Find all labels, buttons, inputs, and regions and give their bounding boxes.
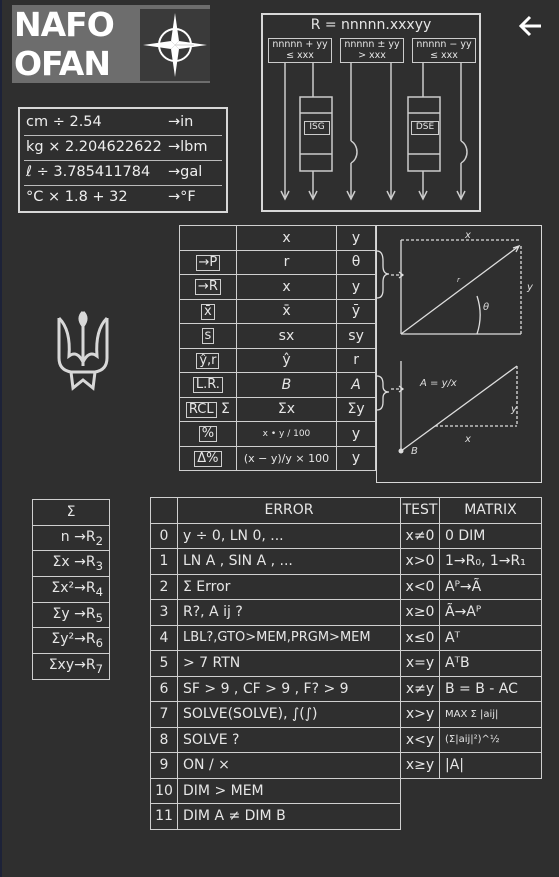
key-label: % [199,426,217,442]
conversion-row [26,161,220,185]
key-cell [180,275,237,300]
key-cell [180,250,237,275]
nafo-ofan-logo [12,5,210,83]
key-label: Δ% [194,451,221,467]
matrix-text: Ã→Aᴾ [440,600,542,626]
table-row [33,577,110,603]
case-text: ≤ xxx [286,50,314,61]
y-cell: y [337,446,376,471]
nato-star-icon [140,9,210,81]
conversion-expr: °C × 1.8 + 32 [26,189,128,205]
error-number: 2 [151,574,178,600]
error-number: 7 [151,702,178,728]
error-text: y ÷ 0, LN 0, ... [178,523,401,549]
x-cell: r [236,250,336,275]
error-number: 3 [151,600,178,626]
coord-diagrams [376,225,542,483]
matrix-text: (Σ|aij|²)^½ [440,727,542,753]
conversion-row [26,136,220,160]
table-row [180,348,376,373]
key-label: →P [196,255,221,271]
error-number: 8 [151,727,178,753]
test-text: x<0 [401,574,440,600]
table-row [33,654,110,680]
empty-cell [401,804,440,830]
sigma-label: Σx →R [52,554,96,571]
error-text: LN A , SIN A , ... [178,549,401,575]
case-text: > xxx [358,50,386,61]
error-text: R?, A ij ? [178,600,401,626]
y-cell: ȳ [337,299,376,324]
x-cell: Σx [236,397,336,422]
lr-y-label: y [511,404,517,415]
register-number: 5 [95,610,103,625]
test-text: x≠0 [401,523,440,549]
key-cell [180,324,237,349]
x-cell: x̄ [236,299,336,324]
logo-line-1: NAFO [14,5,114,44]
y-cell: y [337,422,376,447]
test-text: x=y [401,651,440,677]
case-text: nnnnn − yy [416,39,472,50]
polar-r-label: r [457,276,460,284]
key-cell [180,422,237,447]
error-number: 0 [151,523,178,549]
register-number: 7 [95,661,103,676]
sigma-label: Σy →R [52,605,96,622]
table-header: y [337,226,376,251]
error-text: > 7 RTN [178,651,401,677]
x-cell: x [236,275,336,300]
rounding-case-1 [268,38,332,63]
error-text: LBL?,GTO>MEM,PRGM>MEM [178,625,401,651]
test-text: x≥0 [401,600,440,626]
key-cell [180,446,237,471]
sigma-label: n →R [60,528,96,545]
x-cell: sx [236,324,336,349]
table-header: Σ [33,500,110,526]
sigma-label: Σy²→R [51,631,96,648]
error-number: 6 [151,676,178,702]
table-header-row [180,226,376,251]
error-text: DIM A ≠ DIM B [178,804,401,830]
table-row [180,275,376,300]
table-row [151,778,542,804]
table-row [180,397,376,422]
error-text: ON / × [178,753,401,779]
case-text: nnnnn + yy [272,39,328,50]
error-text: SOLVE(SOLVE), ∫(∫) [178,702,401,728]
test-text: x≤0 [401,625,440,651]
y-cell: A [337,373,376,398]
key-cell [180,397,237,422]
table-header: ERROR [178,498,401,524]
error-number: 11 [151,804,178,830]
error-number: 9 [151,753,178,779]
rounding-diagram [261,13,481,212]
conversion-expr: ℓ ÷ 3.785411784 [26,164,151,180]
key-cell [180,299,237,324]
conversion-expr: kg × 2.204622622 [26,139,162,155]
table-row [180,446,376,471]
key-label: s [202,328,215,344]
table-row [151,651,542,677]
x-cell: B [236,373,336,398]
register-number: 3 [95,559,103,574]
error-text: SF > 9 , CF > 9 , F? > 9 [178,676,401,702]
sigma-label: Σxy→R [48,657,96,674]
table-row [33,525,110,551]
table-row [151,676,542,702]
sigma-cell [33,551,110,577]
polar-x-label: x [465,230,471,241]
polar-theta-label: θ [483,302,490,313]
empty-cell [401,778,440,804]
table-row [180,324,376,349]
ukraine-trident-icon [55,308,111,394]
error-number: 1 [151,549,178,575]
key-cell [180,373,237,398]
table-row [151,753,542,779]
conversion-expr: cm ÷ 2.54 [26,114,102,130]
y-cell: Σy [337,397,376,422]
x-cell: (x − y)/y × 100 [236,446,336,471]
table-row [151,702,542,728]
table-row [33,551,110,577]
conversion-target: →in [168,114,194,130]
rounding-case-3 [412,38,476,63]
coord-diagram-svg [377,226,540,481]
table-row [151,804,542,830]
logo-line-2: OFAN [14,44,110,83]
matrix-text: Aᵀ [440,625,542,651]
table-header [180,226,237,251]
sigma-label: Σx²→R [51,580,96,596]
y-cell: θ [337,250,376,275]
back-arrow-icon[interactable] [517,13,545,39]
test-text: x>y [401,702,440,728]
key-label: L.R. [193,377,223,393]
lr-x-label: x [465,434,471,445]
table-row [151,523,542,549]
lr-equation: A = y/x [420,378,457,389]
unit-conversion-panel [18,107,228,213]
table-row [151,549,542,575]
case-text: nnnnn ± yy [344,39,400,50]
key-label: x̄ [201,304,215,320]
case-text: ≤ xxx [430,50,458,61]
table-row [33,628,110,654]
matrix-text: MAX Σ |aij| [440,702,542,728]
key-label: →R [195,279,221,295]
table-header-row [33,500,110,526]
empty-cell [440,804,542,830]
error-text: DIM > MEM [178,778,401,804]
table-row [151,625,542,651]
table-header: TEST [401,498,440,524]
error-number: 4 [151,625,178,651]
y-cell: r [337,348,376,373]
y-cell: y [337,275,376,300]
test-text: x≥y [401,753,440,779]
sigma-register-table [32,499,110,680]
rounding-flow-icon [263,63,479,210]
rounding-case-2 [340,38,404,63]
y-cell: sy [337,324,376,349]
table-row [151,574,542,600]
conversion-target: →lbm [168,139,208,155]
conversion-row [26,111,220,135]
test-text: x≠y [401,676,440,702]
stat-coord-table [179,225,376,471]
key-suffix: Σ [221,400,230,417]
table-row [33,602,110,628]
table-row [180,373,376,398]
conversion-target: →°F [168,189,196,205]
empty-cell [440,778,542,804]
conversion-row [26,186,220,210]
table-row [180,250,376,275]
table-header [151,498,178,524]
isg-key: ISG [304,121,330,135]
key-label: RCL [186,402,217,418]
table-row [180,422,376,447]
error-number: 10 [151,778,178,804]
error-text: SOLVE ? [178,727,401,753]
error-number: 5 [151,651,178,677]
error-test-matrix-table [150,497,542,830]
table-header: MATRIX [440,498,542,524]
matrix-text: |A| [440,753,542,779]
left-edge [0,0,2,877]
error-text: Σ Error [178,574,401,600]
matrix-text: B = B - AC [440,676,542,702]
register-number: 2 [95,533,103,548]
x-cell: x • y / 100 [236,422,336,447]
sigma-cell [33,628,110,654]
register-number: 4 [95,584,103,599]
key-label: ŷ,r [196,353,219,369]
table-row [151,600,542,626]
table-row [180,299,376,324]
table-header-row [151,498,542,524]
sigma-cell [33,602,110,628]
conversion-target: →gal [168,164,203,180]
test-text: x>0 [401,549,440,575]
matrix-text: AᵀB [440,651,542,677]
dse-key: DSE [411,121,439,135]
polar-y-label: y [527,282,533,293]
table-header: x [236,226,336,251]
sigma-cell [33,577,110,603]
matrix-text: 1→R₀, 1→R₁ [440,549,542,575]
matrix-text: Aᴾ→Ã [440,574,542,600]
matrix-text: 0 DIM [440,523,542,549]
sigma-cell [33,654,110,680]
register-number: 6 [95,636,103,651]
sigma-cell [33,525,110,551]
x-cell: ŷ [236,348,336,373]
key-cell [180,348,237,373]
lr-b-label: B [411,446,418,457]
test-text: x<y [401,727,440,753]
table-row [151,727,542,753]
rounding-title: R = nnnnn.xxxyy [310,17,432,33]
